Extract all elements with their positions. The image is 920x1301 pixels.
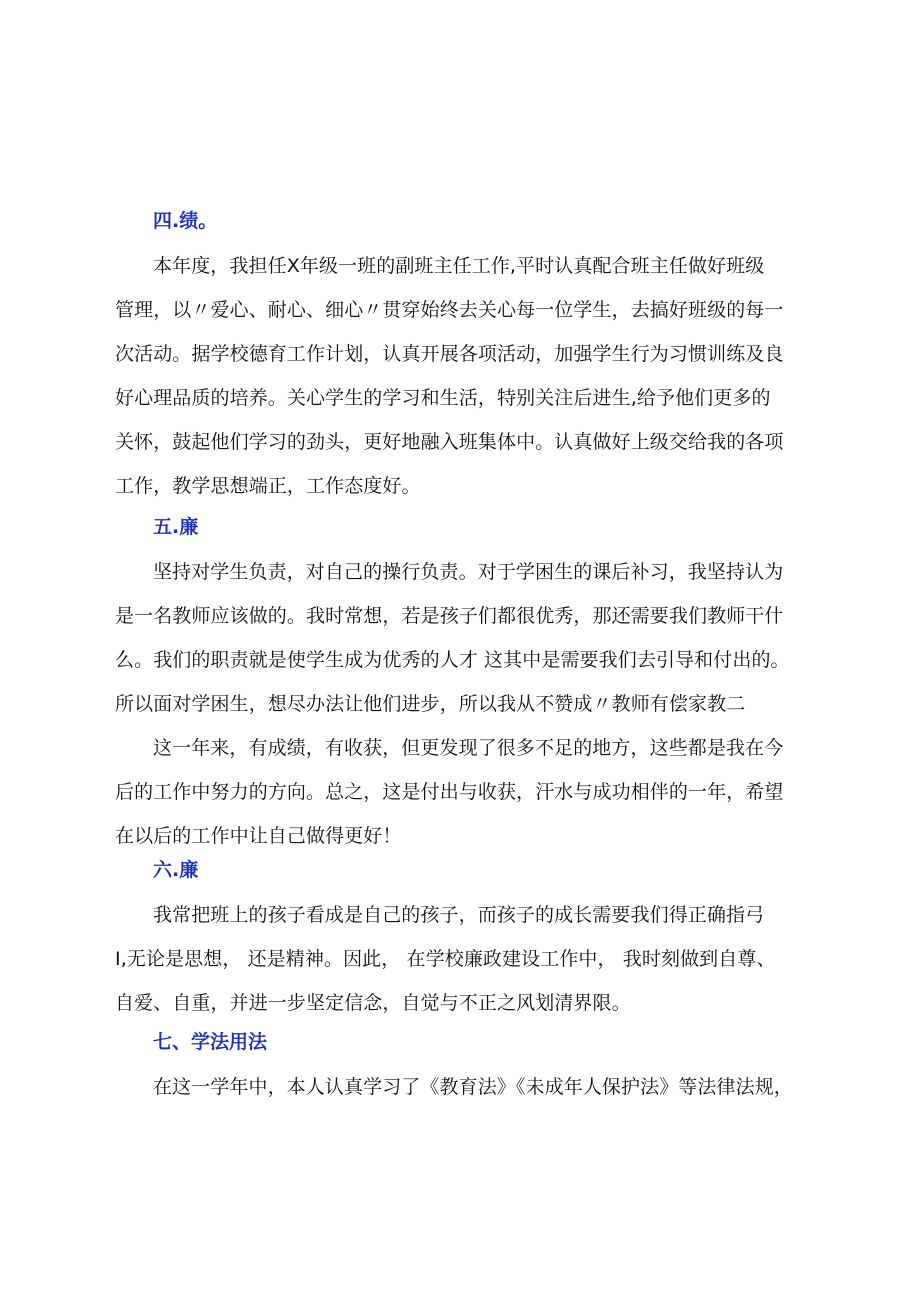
- paragraph-line: 是一名教师应该做的。我时常想，若是孩子们都很优秀，那还需要我们教师干什: [115, 605, 784, 627]
- section-body-5: [115, 550, 815, 858]
- paragraph-line: 我常把班上的孩子看成是自己的孩子，而孩子的成长需要我们得正确指弓: [153, 904, 765, 926]
- section-body-6: [115, 893, 815, 1025]
- section-heading-7: 七、学法用法: [153, 1031, 268, 1053]
- paragraph-line: 在以后的工作中让自己做得更好！: [115, 825, 402, 847]
- section-heading-4: 四.绩。: [153, 210, 218, 232]
- section-heading-6: 六.廉: [153, 859, 199, 881]
- paragraph-line: 本年度，我担任X年级一班的副班主任工作,平时认真配合班主任做好班级: [153, 255, 765, 277]
- paragraph-line: 工作，教学思想端正，工作态度好。: [115, 475, 421, 497]
- paragraph-line: 管理，以〃爱心、耐心、细心〃贯穿始终去关心每一位学生，去搞好班级的每一: [115, 299, 784, 321]
- paragraph-line: 坚持对学生负责，对自己的操行负责。对于学困生的课后补习，我坚持认为: [153, 561, 784, 583]
- paragraph-line: 所以面对学困生，想尽办法让他们进步，所以我从不赞成〃教师有偿家教二: [115, 693, 746, 715]
- section-heading-5: 五.廉: [153, 516, 199, 538]
- paragraph-line: I,无论是思想， 还是精神。因此， 在学校廉政建设工作中， 我时刻做到自尊、: [115, 948, 776, 970]
- paragraph-line: 次活动。据学校德育工作计划，认真开展各项活动，加强学生行为习惯训练及良: [115, 343, 784, 365]
- section-body-7: [115, 1065, 815, 1109]
- paragraph-line: 关怀，鼓起他们学习的劲头，更好地融入班集体中。认真做好上级交给我的各项: [115, 431, 784, 453]
- paragraph-line: 后的工作中努力的方向。总之，这是付出与收获，汗水与成功相伴的一年，希望: [115, 781, 784, 803]
- paragraph-line: 这一年来，有成绩，有收获，但更发现了很多不足的地方，这些都是我在今: [153, 737, 784, 759]
- section-body-4: [115, 244, 815, 508]
- paragraph-line: 自爱、自重，并进一步坚定信念，自觉与不正之风划清界限。: [115, 992, 631, 1014]
- paragraph-line: 么。我们的职责就是使学生成为优秀的人才 这其中是需要我们去引导和付出的。: [115, 649, 790, 671]
- paragraph-line: 好心理品质的培养。关心学生的学习和生活，特别关注后进生,给予他们更多的: [115, 387, 771, 409]
- paragraph-line: 在这一学年中，本人认真学习了《教育法》《未成年人保护法》等法律法规，: [153, 1076, 793, 1098]
